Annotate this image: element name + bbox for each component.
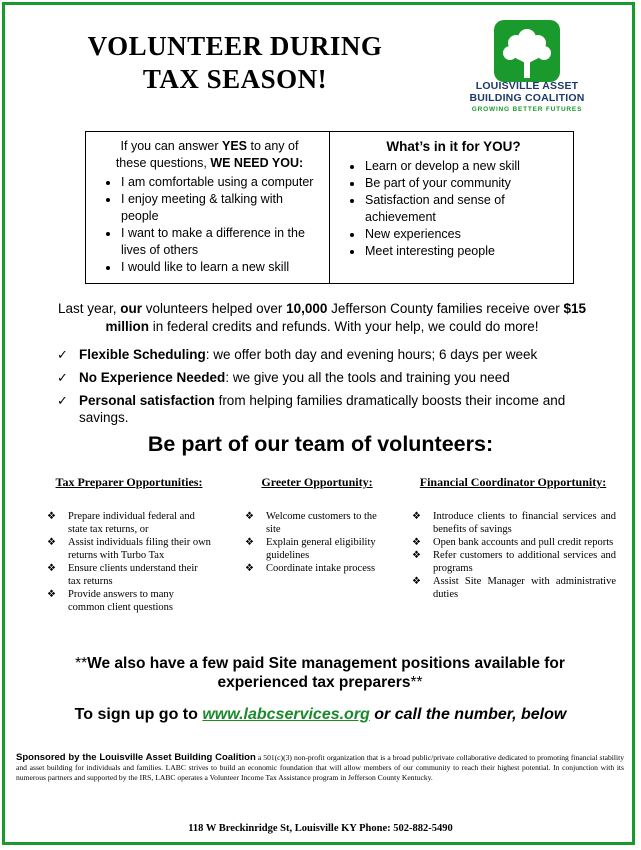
item-text: Assist Site Manager with administrative duties bbox=[433, 576, 616, 600]
impact-text: Jefferson County families receive over bbox=[327, 301, 564, 316]
checklist-text: : we give you all the tools and training you need bbox=[225, 370, 510, 385]
greeter-list bbox=[243, 510, 391, 575]
diamond-bullet-icon: ❖ bbox=[47, 537, 56, 548]
list-item: Learn or develop a new skill bbox=[342, 158, 565, 175]
paid-positions-text: We also have a few paid Site management positions available for experienced tax preparers bbox=[87, 655, 565, 691]
asterisks: ** bbox=[75, 655, 88, 672]
asterisks: ** bbox=[410, 674, 423, 691]
page-title bbox=[30, 30, 440, 96]
logo-tagline: GROWING BETTER FUTURES bbox=[471, 106, 583, 113]
item-text: Welcome customers to the site bbox=[266, 511, 377, 535]
diamond-bullet-icon: ❖ bbox=[245, 563, 254, 574]
tree-logo-icon bbox=[492, 18, 562, 84]
benefit-checklist bbox=[57, 346, 597, 432]
contact-address: 118 W Breckinridge St, Louisville KY Phone: 502-882-5490 bbox=[188, 823, 453, 834]
list-item: Satisfaction and sense of achievement bbox=[342, 192, 565, 226]
diamond-bullet-icon: ❖ bbox=[412, 537, 421, 548]
tax-preparer-list bbox=[45, 510, 213, 614]
list-item bbox=[45, 536, 213, 562]
need-you-column bbox=[86, 132, 330, 283]
labc-logo bbox=[468, 18, 586, 120]
sponsor-lead: Sponsored by the Louisville Asset Building Coalition bbox=[16, 752, 256, 763]
section-title: Tax Preparer Opportunities: bbox=[55, 475, 203, 489]
item-text: Explain general eligibility guidelines bbox=[266, 537, 376, 561]
section-title: Greeter Opportunity: bbox=[261, 475, 373, 489]
checklist-label: No Experience Needed bbox=[79, 370, 226, 385]
list-item bbox=[243, 510, 391, 536]
section-title: Financial Coordinator Opportunity: bbox=[419, 475, 607, 489]
title-line-1: VOLUNTEER DURING bbox=[87, 31, 383, 61]
intro-text: to any of these questions, bbox=[115, 139, 299, 170]
list-item bbox=[45, 510, 213, 536]
list-item: Meet interesting people bbox=[342, 243, 565, 260]
team-heading: Be part of our team of volunteers: bbox=[147, 432, 494, 456]
diamond-bullet-icon: ❖ bbox=[412, 550, 421, 561]
item-text: Refer customers to additional services and programs bbox=[433, 550, 616, 574]
benefits-column bbox=[330, 132, 573, 283]
diamond-bullet-icon: ❖ bbox=[412, 576, 421, 587]
list-item bbox=[410, 575, 616, 601]
diamond-bullet-icon: ❖ bbox=[412, 511, 421, 522]
list-item: I want to make a difference in the lives of others bbox=[98, 225, 321, 259]
impact-emphasis: 10,000 bbox=[286, 301, 328, 316]
diamond-bullet-icon: ❖ bbox=[245, 511, 254, 522]
checklist-text: from helping families dramatically boosts their income and savings. bbox=[79, 393, 566, 425]
list-item bbox=[243, 536, 391, 562]
benefits-heading: What’s in it for YOU? bbox=[386, 139, 521, 154]
list-item bbox=[410, 510, 616, 536]
list-item bbox=[410, 549, 616, 575]
checklist-label: Flexible Scheduling bbox=[79, 347, 206, 362]
yes-emphasis: YES bbox=[222, 139, 248, 153]
sponsor-body: a 501(c)(3) non-profit organization that is a broad public/private collaborative dedicated to promoting financial stability and asset building for individuals and families. LABC strives to build an economic foundation that will allow members of our community to reach their highest potential. In conjunction with its numerous partners and supported by the IRS, LABC operates a Volunteer Income Tax Assistance program in Jefferson County Kentucky. bbox=[16, 753, 624, 782]
financial-coordinator-list bbox=[410, 510, 616, 601]
item-text: Prepare individual federal and state tax returns, or bbox=[68, 511, 195, 535]
item-text: Provide answers to many common client questions bbox=[68, 589, 174, 613]
signup-line bbox=[0, 706, 641, 724]
need-you-list bbox=[98, 174, 321, 276]
checklist-label: Personal satisfaction bbox=[79, 393, 215, 408]
need-you-emphasis: WE NEED YOU: bbox=[210, 156, 304, 170]
impact-emphasis: our bbox=[120, 301, 142, 316]
item-text: Assist individuals filing their own returns with Turbo Tax bbox=[68, 537, 211, 561]
list-item: Be part of your community bbox=[342, 175, 565, 192]
website-link[interactable]: www.labcservices.org bbox=[202, 706, 370, 723]
item-text: Coordinate intake process bbox=[266, 563, 376, 574]
greeter-section bbox=[243, 476, 391, 575]
intro-text: If you can answer bbox=[120, 139, 222, 153]
diamond-bullet-icon: ❖ bbox=[47, 563, 56, 574]
item-text: Introduce clients to financial services and benefits of savings bbox=[433, 511, 616, 535]
title-line-2: TAX SEASON! bbox=[142, 64, 328, 94]
sponsor-paragraph bbox=[16, 753, 624, 783]
logo-name-line-1: LOUISVILLE ASSET bbox=[475, 80, 579, 92]
checklist-item bbox=[57, 392, 597, 426]
checklist-item bbox=[57, 369, 597, 386]
list-item bbox=[243, 562, 391, 575]
item-text: Open bank accounts and pull credit reports bbox=[433, 537, 614, 548]
logo-name bbox=[468, 80, 586, 104]
impact-emphasis: $15 million bbox=[105, 301, 587, 334]
checklist-text: : we offer both day and evening hours; 6 days per week bbox=[205, 347, 538, 362]
list-item: I am comfortable using a computer bbox=[98, 174, 321, 191]
financial-coordinator-section bbox=[410, 476, 616, 601]
signup-text: or call the number, below bbox=[369, 706, 567, 723]
benefits-list bbox=[342, 158, 565, 260]
item-text: Ensure clients understand their tax returns bbox=[68, 563, 198, 587]
need-you-intro bbox=[98, 138, 321, 174]
impact-text: volunteers helped over bbox=[142, 301, 287, 316]
impact-text: in federal credits and refunds. With your help, we could do more! bbox=[149, 319, 539, 334]
list-item: I would like to learn a new skill bbox=[98, 259, 321, 276]
diamond-bullet-icon: ❖ bbox=[47, 589, 56, 600]
diamond-bullet-icon: ❖ bbox=[47, 511, 56, 522]
questions-box bbox=[85, 131, 574, 284]
logo-name-line-2: BUILDING COALITION bbox=[469, 92, 585, 104]
list-item: New experiences bbox=[342, 226, 565, 243]
checkmark-icon: ✓ bbox=[57, 370, 68, 385]
impact-text: Last year, bbox=[57, 301, 121, 316]
paid-positions-note bbox=[40, 654, 600, 692]
checklist-item bbox=[57, 346, 597, 363]
diamond-bullet-icon: ❖ bbox=[245, 537, 254, 548]
list-item bbox=[45, 588, 213, 614]
checkmark-icon: ✓ bbox=[57, 393, 68, 408]
list-item bbox=[410, 536, 616, 549]
tax-preparer-section bbox=[45, 476, 213, 614]
checkmark-icon: ✓ bbox=[57, 347, 68, 362]
signup-text: To sign up go to bbox=[74, 706, 203, 723]
list-item bbox=[45, 562, 213, 588]
impact-paragraph bbox=[52, 300, 592, 336]
list-item: I enjoy meeting & talking with people bbox=[98, 191, 321, 225]
